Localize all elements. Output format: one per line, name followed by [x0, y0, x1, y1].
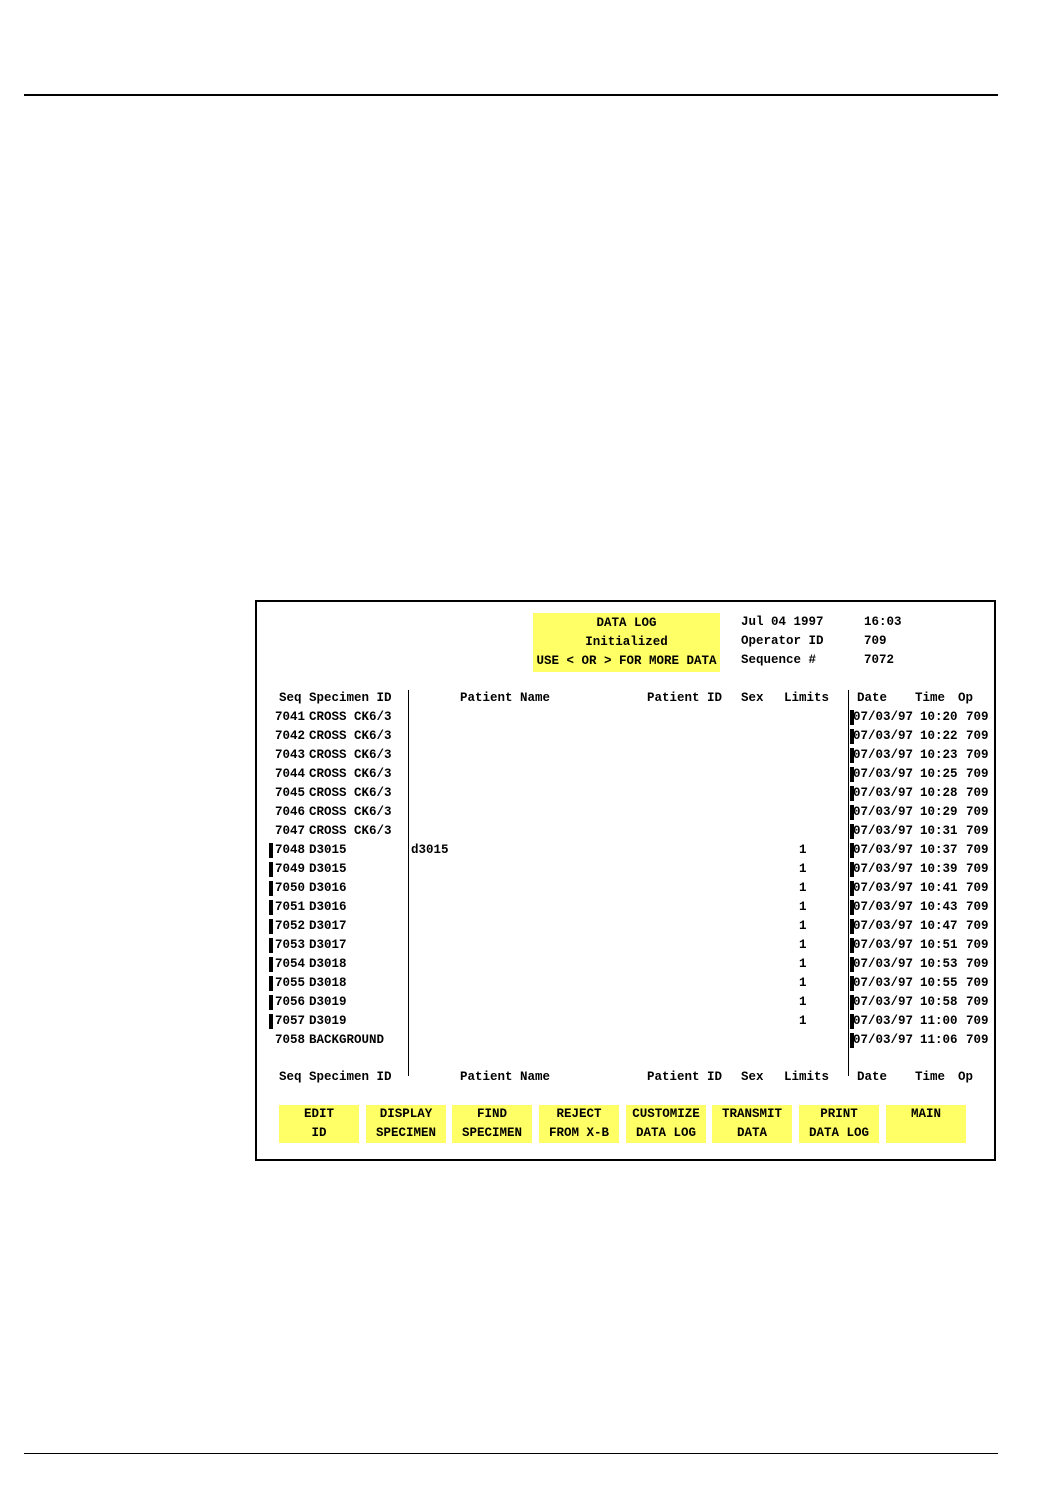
row-date: 07/03/97 — [853, 938, 914, 952]
row-specimen-id: D3015 — [309, 862, 347, 876]
table-row[interactable] — [257, 803, 998, 822]
footer-header-limits: Limits — [784, 1070, 830, 1084]
header-limits: Limits — [784, 691, 830, 705]
table-row[interactable] — [257, 765, 998, 784]
row-marker-left — [269, 976, 273, 991]
row-op: 709 — [966, 729, 989, 743]
row-seq: 7054 — [275, 957, 306, 971]
row-date: 07/03/97 — [853, 995, 914, 1009]
row-time: 10:55 — [920, 976, 958, 990]
row-date: 07/03/97 — [853, 919, 914, 933]
row-specimen-id: D3018 — [309, 957, 347, 971]
table-row[interactable] — [257, 1012, 998, 1031]
navigation-hint: USE < OR > FOR MORE DATA — [536, 654, 717, 668]
row-date: 07/03/97 — [853, 862, 914, 876]
row-date: 07/03/97 — [853, 957, 914, 971]
row-seq: 7053 — [275, 938, 306, 952]
footer-header-patient-id: Patient ID — [647, 1070, 723, 1084]
display-specimen-button[interactable]: DISPLAY SPECIMEN — [366, 1105, 446, 1143]
row-op: 709 — [966, 1014, 989, 1028]
row-date: 07/03/97 — [853, 900, 914, 914]
row-time: 10:41 — [920, 881, 958, 895]
row-seq: 7052 — [275, 919, 306, 933]
status-box — [533, 613, 720, 672]
row-op: 709 — [966, 843, 989, 857]
row-seq: 7047 — [275, 824, 306, 838]
footer-header-time: Time — [915, 1070, 946, 1084]
status-text: Initialized — [585, 635, 668, 649]
row-limits: 1 — [799, 843, 807, 857]
reject-from-xb-button[interactable]: REJECT FROM X-B — [539, 1105, 619, 1143]
row-specimen-id: D3019 — [309, 1014, 347, 1028]
row-date: 07/03/97 — [853, 843, 914, 857]
row-limits: 1 — [799, 862, 807, 876]
row-date: 07/03/97 — [853, 729, 914, 743]
table-row[interactable] — [257, 936, 998, 955]
row-seq: 7045 — [275, 786, 306, 800]
header-patient-name: Patient Name — [460, 691, 551, 705]
current-date: Jul 04 1997 — [741, 615, 824, 629]
row-time: 10:51 — [920, 938, 958, 952]
row-date: 07/03/97 — [853, 1014, 914, 1028]
footer-header-op: Op — [958, 1070, 974, 1084]
row-time: 10:31 — [920, 824, 958, 838]
row-specimen-id: CROSS CK6/3 — [309, 767, 392, 781]
row-date: 07/03/97 — [853, 805, 914, 819]
page-bottom-rule — [24, 1453, 998, 1454]
row-limits: 1 — [799, 900, 807, 914]
row-seq: 7046 — [275, 805, 306, 819]
row-seq: 7048 — [275, 843, 306, 857]
row-time: 10:29 — [920, 805, 958, 819]
row-specimen-id: D3016 — [309, 881, 347, 895]
row-time: 11:06 — [920, 1033, 958, 1047]
row-seq: 7057 — [275, 1014, 306, 1028]
row-date: 07/03/97 — [853, 824, 914, 838]
table-row[interactable] — [257, 727, 998, 746]
table-row[interactable] — [257, 708, 998, 727]
row-date: 07/03/97 — [853, 710, 914, 724]
transmit-data-button[interactable]: TRANSMIT DATA — [712, 1105, 792, 1143]
table-row[interactable] — [257, 917, 998, 936]
row-marker-left — [269, 995, 273, 1010]
row-marker-left — [269, 919, 273, 934]
row-op: 709 — [966, 900, 989, 914]
table-row[interactable] — [257, 746, 998, 765]
row-time: 10:58 — [920, 995, 958, 1009]
data-log-screen — [255, 600, 996, 1161]
row-time: 10:53 — [920, 957, 958, 971]
row-date: 07/03/97 — [853, 748, 914, 762]
sequence-label: Sequence # — [741, 653, 817, 667]
row-seq: 7050 — [275, 881, 306, 895]
row-time: 11:00 — [920, 1014, 958, 1028]
row-op: 709 — [966, 767, 989, 781]
row-marker-left — [269, 900, 273, 915]
header-op: Op — [958, 691, 974, 705]
row-op: 709 — [966, 710, 989, 724]
footer-header-patient-name: Patient Name — [460, 1070, 551, 1084]
row-marker-left — [269, 843, 273, 858]
table-row[interactable] — [257, 822, 998, 841]
row-seq: 7049 — [275, 862, 306, 876]
footer-header-seq: Seq — [279, 1070, 302, 1084]
find-specimen-button[interactable]: FIND SPECIMEN — [452, 1105, 532, 1143]
info-labels — [741, 613, 824, 670]
row-limits: 1 — [799, 919, 807, 933]
screen-title: DATA LOG — [596, 616, 657, 630]
row-op: 709 — [966, 805, 989, 819]
row-time: 10:20 — [920, 710, 958, 724]
row-limits: 1 — [799, 1014, 807, 1028]
row-specimen-id: D3015 — [309, 843, 347, 857]
row-time: 10:47 — [920, 919, 958, 933]
row-time: 10:39 — [920, 862, 958, 876]
footer-header-sex: Sex — [741, 1070, 764, 1084]
row-marker-left — [269, 862, 273, 877]
row-seq: 7051 — [275, 900, 306, 914]
row-specimen-id: CROSS CK6/3 — [309, 710, 392, 724]
row-date: 07/03/97 — [853, 976, 914, 990]
header-patient-id: Patient ID — [647, 691, 723, 705]
footer-header-date: Date — [857, 1070, 888, 1084]
row-specimen-id: CROSS CK6/3 — [309, 805, 392, 819]
row-specimen-id: D3016 — [309, 900, 347, 914]
table-row[interactable] — [257, 898, 998, 917]
row-patient-name: d3015 — [411, 843, 449, 857]
row-limits: 1 — [799, 881, 807, 895]
row-op: 709 — [966, 1033, 989, 1047]
row-specimen-id: CROSS CK6/3 — [309, 748, 392, 762]
table-row[interactable] — [257, 974, 998, 993]
customize-data-log-button[interactable]: CUSTOMIZE DATA LOG — [626, 1105, 706, 1143]
table-row[interactable] — [257, 841, 998, 860]
row-limits: 1 — [799, 957, 807, 971]
row-specimen-id: BACKGROUND — [309, 1033, 385, 1047]
row-seq: 7043 — [275, 748, 306, 762]
row-marker-left — [269, 938, 273, 953]
row-seq: 7041 — [275, 710, 306, 724]
footer-header-specimen-id: Specimen ID — [309, 1070, 392, 1084]
row-date: 07/03/97 — [853, 881, 914, 895]
row-op: 709 — [966, 786, 989, 800]
table-row[interactable] — [257, 955, 998, 974]
row-limits: 1 — [799, 995, 807, 1009]
row-op: 709 — [966, 862, 989, 876]
row-op: 709 — [966, 938, 989, 952]
header-date: Date — [857, 691, 888, 705]
row-specimen-id: CROSS CK6/3 — [309, 786, 392, 800]
row-op: 709 — [966, 976, 989, 990]
row-time: 10:37 — [920, 843, 958, 857]
operator-id-value: 709 — [864, 634, 887, 648]
row-marker-left — [269, 1014, 273, 1029]
operator-id-label: Operator ID — [741, 634, 824, 648]
row-time: 10:43 — [920, 900, 958, 914]
row-op: 709 — [966, 824, 989, 838]
info-values — [864, 613, 902, 670]
row-seq: 7044 — [275, 767, 306, 781]
edit-id-button[interactable]: EDIT ID — [279, 1105, 359, 1143]
row-time: 10:25 — [920, 767, 958, 781]
row-op: 709 — [966, 748, 989, 762]
table-row[interactable] — [257, 860, 998, 879]
row-limits: 1 — [799, 976, 807, 990]
header-sex: Sex — [741, 691, 764, 705]
row-marker-left — [269, 881, 273, 896]
row-date: 07/03/97 — [853, 786, 914, 800]
row-specimen-id: CROSS CK6/3 — [309, 824, 392, 838]
table-row[interactable] — [257, 784, 998, 803]
row-op: 709 — [966, 957, 989, 971]
row-seq: 7058 — [275, 1033, 306, 1047]
table-row[interactable] — [257, 879, 998, 898]
row-date: 07/03/97 — [853, 1033, 914, 1047]
row-time: 10:23 — [920, 748, 958, 762]
row-specimen-id: CROSS CK6/3 — [309, 729, 392, 743]
row-seq: 7042 — [275, 729, 306, 743]
row-op: 709 — [966, 881, 989, 895]
row-op: 709 — [966, 919, 989, 933]
row-specimen-id: D3017 — [309, 919, 347, 933]
header-seq: Seq — [279, 691, 302, 705]
row-specimen-id: D3017 — [309, 938, 347, 952]
table-row[interactable] — [257, 1031, 998, 1050]
print-data-log-button[interactable]: PRINT DATA LOG — [799, 1105, 879, 1143]
row-specimen-id: D3018 — [309, 976, 347, 990]
header-specimen-id: Specimen ID — [309, 691, 392, 705]
row-marker-left — [269, 957, 273, 972]
row-specimen-id: D3019 — [309, 995, 347, 1009]
header-time: Time — [915, 691, 946, 705]
row-seq: 7056 — [275, 995, 306, 1009]
table-row[interactable] — [257, 993, 998, 1012]
row-time: 10:22 — [920, 729, 958, 743]
row-op: 709 — [966, 995, 989, 1009]
page-top-rule — [24, 94, 998, 96]
current-time: 16:03 — [864, 615, 902, 629]
row-limits: 1 — [799, 938, 807, 952]
main-button[interactable]: MAIN — [886, 1105, 966, 1143]
row-seq: 7055 — [275, 976, 306, 990]
sequence-value: 7072 — [864, 653, 895, 667]
row-time: 10:28 — [920, 786, 958, 800]
row-date: 07/03/97 — [853, 767, 914, 781]
